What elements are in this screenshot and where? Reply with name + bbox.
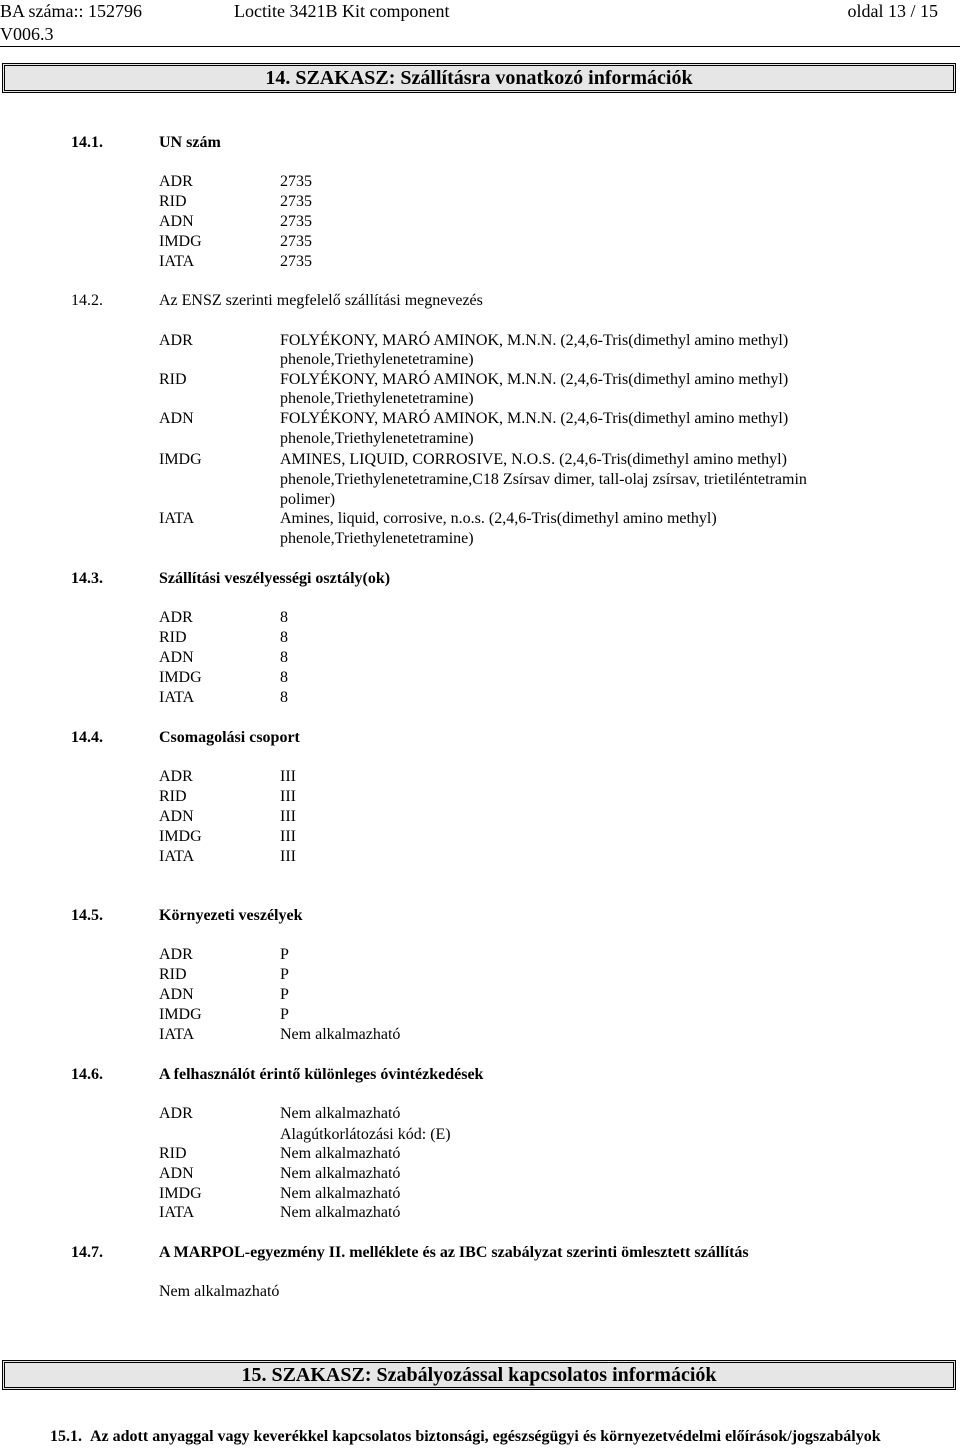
mode-label: ADR <box>159 609 193 626</box>
mode-label: IMDG <box>159 233 202 250</box>
mode-label: IMDG <box>159 828 202 845</box>
precaution-value: Nem alkalmazható <box>280 1185 401 1202</box>
section-14-bar <box>2 63 956 93</box>
shipping-name-line: FOLYÉKONY, MARÓ AMINOK, M.N.N. (2,4,6-Tris(dimethyl amino methyl) <box>280 410 789 427</box>
mode-label: IATA <box>159 689 195 706</box>
version: V006.3 <box>0 24 54 44</box>
class-value: 8 <box>280 649 288 666</box>
mode-label: IATA <box>159 848 195 865</box>
packing-group-value: III <box>280 808 296 825</box>
precaution-value: Nem alkalmazható <box>280 1145 401 1162</box>
header-divider <box>0 46 960 47</box>
subsection-title: A MARPOL-egyezmény II. melléklete és az IBC szabályzat szerinti ömlesztett szállítás <box>159 1244 749 1261</box>
mode-label: RID <box>159 966 187 983</box>
mode-label: RID <box>159 788 187 805</box>
mode-label: IATA <box>159 1026 195 1043</box>
un-value: 2735 <box>280 213 312 230</box>
shipping-name-line: FOLYÉKONY, MARÓ AMINOK, M.N.N. (2,4,6-Tris(dimethyl amino methyl) <box>280 371 789 388</box>
mode-label: ADN <box>159 986 194 1003</box>
subsection-title: Környezeti veszélyek <box>159 907 303 924</box>
section-15-bar <box>2 1360 956 1390</box>
subsection-title: Szállítási veszélyességi osztály(ok) <box>159 570 391 587</box>
subsection-number: 14.4. <box>71 729 103 746</box>
env-hazard-value: P <box>280 946 289 963</box>
mode-label: RID <box>159 1145 187 1162</box>
mode-label: RID <box>159 629 187 646</box>
mode-label: IMDG <box>159 1006 202 1023</box>
shipping-name-line: FOLYÉKONY, MARÓ AMINOK, M.N.N. (2,4,6-Tris(dimethyl amino methyl) <box>280 332 789 349</box>
mode-label: ADN <box>159 213 194 230</box>
class-value: 8 <box>280 689 288 706</box>
section-15-title: 15. SZAKASZ: Szabályozással kapcsolatos információk <box>4 1362 954 1388</box>
mode-label: IATA <box>159 510 195 527</box>
mode-label: ADR <box>159 946 193 963</box>
shipping-name-line: phenole,Triethylenetetramine) <box>280 430 474 447</box>
shipping-name-line: Amines, liquid, corrosive, n.o.s. (2,4,6-Tris(dimethyl amino methyl) <box>280 510 717 527</box>
subsection-title: Csomagolási csoport <box>159 729 300 746</box>
packing-group-value: III <box>280 768 296 785</box>
mode-label: RID <box>159 193 187 210</box>
shipping-name-line: polimer) <box>280 491 336 508</box>
env-hazard-value: P <box>280 966 289 983</box>
env-hazard-value: P <box>280 1006 289 1023</box>
un-value: 2735 <box>280 253 312 270</box>
shipping-name-line: phenole,Triethylenetetramine) <box>280 351 474 368</box>
mode-label: IATA <box>159 1204 195 1221</box>
subsection-number: 14.7. <box>71 1244 103 1261</box>
precaution-value: Nem alkalmazható <box>280 1204 401 1221</box>
packing-group-value: III <box>280 788 296 805</box>
shipping-name-line: AMINES, LIQUID, CORROSIVE, N.O.S. (2,4,6-Tris(dimethyl amino methyl) <box>280 451 787 468</box>
subsection-title: Az adott anyaggal vagy keverékkel kapcsolatos biztonsági, egészségügyi és környezetvédelmi előírások/jogszabályok <box>90 1428 881 1445</box>
env-hazard-value: Nem alkalmazható <box>280 1026 401 1043</box>
subsection-title: A felhasználót érintő különleges óvintézkedések <box>159 1066 484 1083</box>
subsection-number: 14.5. <box>71 907 103 924</box>
subsection-number: 14.6. <box>71 1066 103 1083</box>
class-value: 8 <box>280 669 288 686</box>
page-number: oldal 13 / 15 <box>847 1 938 21</box>
shipping-name-line: phenole,Triethylenetetramine) <box>280 390 474 407</box>
subsection-number: 14.3. <box>71 570 103 587</box>
mode-label: IATA <box>159 253 195 270</box>
section-14-title: 14. SZAKASZ: Szállításra vonatkozó információk <box>4 65 954 91</box>
mode-label: ADN <box>159 808 194 825</box>
mode-label: IMDG <box>159 451 202 468</box>
subsection-title: UN szám <box>159 134 221 151</box>
ba-number: BA száma:: 152796 <box>0 1 142 21</box>
shipping-name-line: phenole,Triethylenetetramine) <box>280 530 474 547</box>
mode-label: ADR <box>159 1105 193 1122</box>
mode-label: IMDG <box>159 1185 202 1202</box>
un-value: 2735 <box>280 173 312 190</box>
product-name: Loctite 3421B Kit component <box>234 1 450 21</box>
env-hazard-value: P <box>280 986 289 1003</box>
un-value: 2735 <box>280 193 312 210</box>
class-value: 8 <box>280 609 288 626</box>
mode-label: RID <box>159 371 187 388</box>
packing-group-value: III <box>280 848 296 865</box>
packing-group-value: III <box>280 828 296 845</box>
subsection-number: 14.1. <box>71 134 103 151</box>
mode-label: ADN <box>159 649 194 666</box>
precaution-value: Nem alkalmazható <box>280 1105 401 1122</box>
mode-label: ADN <box>159 1165 194 1182</box>
mode-label: ADR <box>159 173 193 190</box>
class-value: 8 <box>280 629 288 646</box>
mode-label: IMDG <box>159 669 202 686</box>
un-value: 2735 <box>280 233 312 250</box>
subsection-number: 15.1. <box>50 1428 82 1445</box>
subsection-number: 14.2. <box>71 292 103 309</box>
marpol-value: Nem alkalmazható <box>159 1283 280 1300</box>
precaution-value: Nem alkalmazható <box>280 1165 401 1182</box>
mode-label: ADR <box>159 332 193 349</box>
subsection-title: Az ENSZ szerinti megfelelő szállítási megnevezés <box>159 292 483 309</box>
shipping-name-line: phenole,Triethylenetetramine,C18 Zsírsav dimer, tall-olaj zsírsav, trietiléntetramin <box>280 471 807 488</box>
mode-label: ADN <box>159 410 194 427</box>
mode-label: ADR <box>159 768 193 785</box>
tunnel-code: Alagútkorlátozási kód: (E) <box>280 1126 451 1143</box>
